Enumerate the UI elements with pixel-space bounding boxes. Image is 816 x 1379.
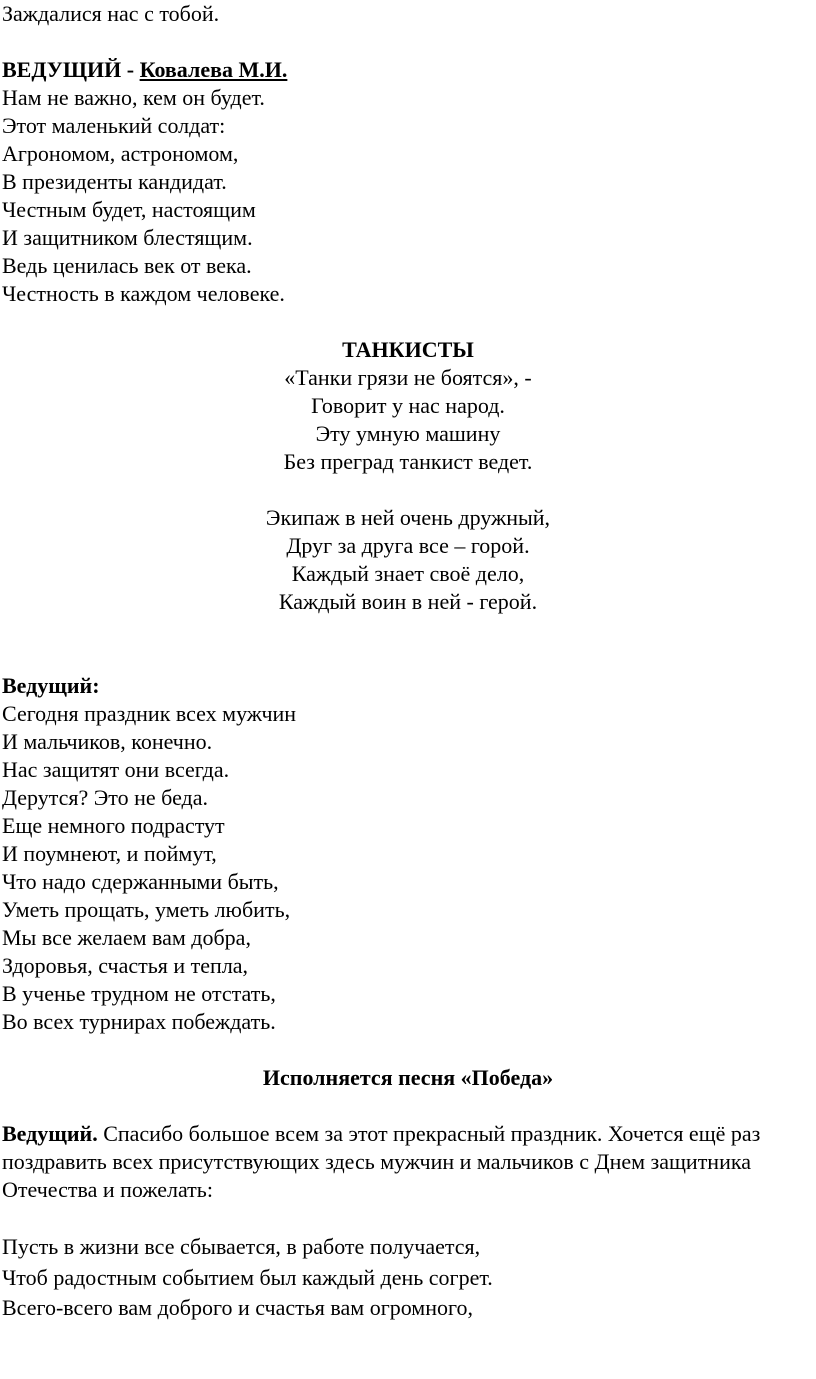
tankers-line: Без преград танкист ведет. (283, 449, 533, 474)
spacer (2, 1204, 814, 1232)
tankers-line: Экипаж в ней очень дружный, (265, 505, 551, 530)
host2-line: Дерутся? Это не беда. (2, 785, 209, 810)
host1-line: Этот маленький солдат: (2, 113, 226, 138)
tankers-title: ТАНКИСТЫ (342, 337, 474, 362)
tankers-line: Друг за друга все – горой. (286, 533, 530, 558)
spacer (2, 476, 814, 504)
host1-line: Ведь ценилась век от века. (2, 253, 252, 278)
song-line: Исполняется песня «Победа» (262, 1065, 554, 1090)
host2-line: Здоровья, счастья и тепла, (2, 953, 249, 978)
host1-name: Ковалева М.И. (139, 57, 288, 82)
spacer (2, 644, 814, 672)
spacer (2, 28, 814, 56)
host2-line: Нас защитят они всегда. (2, 757, 230, 782)
host2-line: Во всех турнирах побеждать. (2, 1009, 276, 1034)
intro-line: Заждалися нас с тобой. (2, 1, 220, 26)
host2-line: Уметь прощать, уметь любить, (2, 897, 291, 922)
host1-line: Честным будет, настоящим (2, 197, 256, 222)
host3-paragraph (2, 1120, 814, 1204)
host2-line: Что надо сдержанными быть, (2, 869, 279, 894)
tankers-line: Говорит у нас народ. (311, 393, 505, 418)
tankers-line: Каждый знает своё дело, (291, 561, 525, 586)
host2-line: И поумнеют, и поймут, (2, 841, 217, 866)
wish-line: Чтоб радостным событием был каждый день согрет. (2, 1264, 493, 1290)
tankers-line: Каждый воин в ней - герой. (278, 589, 538, 614)
spacer (2, 1036, 814, 1064)
host1-section (2, 56, 814, 308)
tankers-line: Эту умную машину (315, 421, 501, 446)
host2-line: И мальчиков, конечно. (2, 729, 213, 754)
host1-line: Честность в каждом человеке. (2, 281, 285, 306)
spacer (2, 308, 814, 336)
host2-line: Еще немного подрастут (2, 813, 225, 838)
host2-label: Ведущий: (2, 673, 100, 698)
host2-line: В ученье трудном не отстать, (2, 981, 276, 1006)
host1-line: Агрономом, астрономом, (2, 141, 239, 166)
host1-line: И защитником блестящим. (2, 225, 253, 250)
host3-label: Ведущий. (2, 1121, 98, 1146)
host1-line: В президенты кандидат. (2, 169, 227, 194)
host2-section (2, 672, 814, 1036)
host2-line: Мы все желаем вам добра, (2, 925, 251, 950)
wish-line: Всего-всего вам доброго и счастья вам огромного, (2, 1295, 473, 1320)
host1-line: Нам не важно, кем он будет. (2, 85, 265, 110)
spacer (2, 616, 814, 644)
host1-label: ВЕДУЩИЙ - (2, 57, 140, 82)
host2-line: Сегодня праздник всех мужчин (2, 701, 297, 726)
wishes-section (2, 1232, 814, 1324)
document-page (2, 0, 814, 1324)
spacer (2, 1092, 814, 1120)
wish-line: Пусть в жизни все сбывается, в работе получается, (2, 1234, 481, 1259)
host1-heading (2, 56, 814, 84)
host3-text: Спасибо большое всем за этот прекрасный праздник. Хочется ещё раз поздравить всех присутствующих здесь мужчин и мальчиков с Днем защитника Отечества и пожелать: (2, 1121, 761, 1202)
tankers-section (2, 336, 814, 616)
tankers-line: «Танки грязи не боятся», - (284, 365, 532, 390)
